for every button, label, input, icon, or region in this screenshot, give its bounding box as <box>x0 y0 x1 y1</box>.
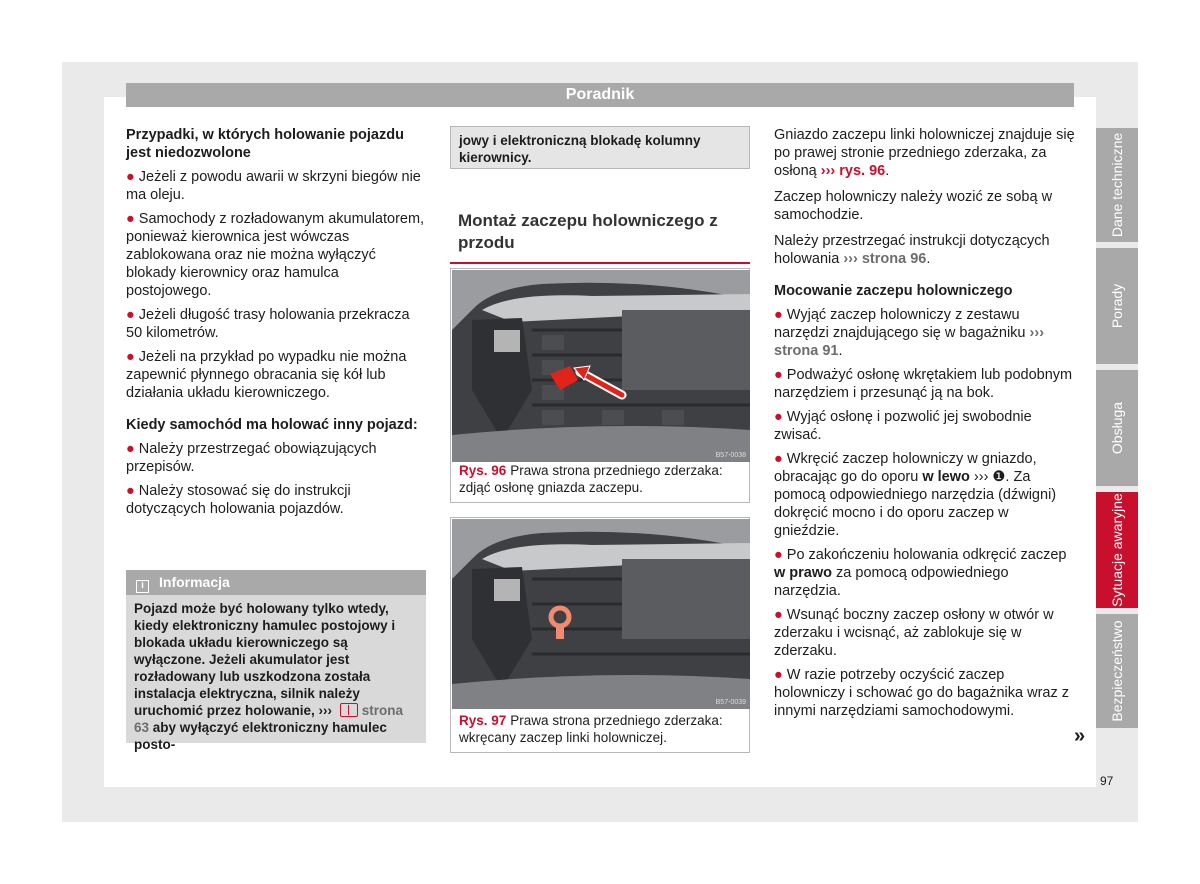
figure-97 <box>450 517 750 753</box>
paragraph: Zaczep holowniczy należy wozić ze sobą w samochodzie. <box>774 189 1053 223</box>
tab-bezpieczenstwo[interactable]: Bezpieczeństwo <box>1096 614 1138 728</box>
info-icon: i <box>136 580 149 593</box>
list-item: ● Wyjąć zaczep holowniczy z zestawu narzędzi znajdującego się w bagażniku ››› strona 91. <box>774 307 1045 359</box>
paragraph: Należy przestrzegać instrukcji dotyczących holowania ››› strona 96. <box>774 233 1050 267</box>
tab-dane-techniczne[interactable]: Dane techniczne <box>1096 128 1138 242</box>
tab-sytuacje-awaryjne[interactable]: Sytuacje awaryjne <box>1096 492 1138 608</box>
info-box-header <box>126 570 426 595</box>
info-box-body: Pojazd może być holowany tylko wtedy, kiedy elektroniczny hamulec postojowy i blokada układu kierowniczego są wyłączone. Jeżeli akumulator jest rozładowany lub uszkodzona została instalacja elektryczna, silnik należy uruchomić przez holowanie, ››› strona 63 aby wyłączyć elektroniczny hamulec posto- <box>134 601 404 752</box>
figure-97-caption: Rys. 97 Prawa strona przedniego zderzaka: wkręcany zaczep linki holowniczej. <box>459 713 723 745</box>
tab-obsluga[interactable]: Obsługa <box>1096 370 1138 486</box>
link-strona-91[interactable]: ››› strona 91 <box>774 325 1045 359</box>
list-item: ● Wsunąć boczny zaczep osłony w otwór w zderzaku i wcisnąć, aż zablokuje się w zderzaku. <box>774 607 1054 659</box>
list-item: ● Jeżeli na przykład po wypadku nie można zapewnić płynnego obracania się kół lub działania układu kierowniczego. <box>126 349 407 401</box>
link-strona-96[interactable]: ››› strona 96 <box>843 251 927 267</box>
paragraph: Gniazdo zaczepu linki holowniczej znajduje się po prawej stronie przedniego zderzaka, za osłoną ››› rys. 96. <box>774 127 1075 179</box>
link-rys-96[interactable]: ››› rys. 96 <box>820 163 886 179</box>
figure-96 <box>450 268 750 503</box>
list-item: ● Wkręcić zaczep holowniczy w gniazdo, obracając go do oporu w lewo ››› ❶. Za pomocą odpowiedniego narzędzia (dźwigni) dokręcić mocno i do oporu zaczep w gnieździe. <box>774 451 1057 539</box>
list-item: ● Jeżeli długość trasy holowania przekracza 50 kilometrów. <box>126 307 410 341</box>
list-item: ● Należy stosować się do instrukcji dotyczących holowania pojazdów. <box>126 483 351 517</box>
list-item: ● Po zakończeniu holowania odkręcić zaczep w prawo za pomocą odpowiedniego narzędzia. <box>774 547 1067 599</box>
figure-code: B57-0039 <box>715 699 746 706</box>
heading-towing-other: Kiedy samochód ma holować inny pojazd: <box>126 417 418 433</box>
list-item: ● Samochody z rozładowanym akumulatorem, ponieważ kierownica jest wówczas zablokowana oraz nie można wyłączyć blokady kierownicy oraz hamulca postojowego. <box>126 211 425 299</box>
manual-book-icon <box>340 703 358 717</box>
list-item: ● W razie potrzeby oczyścić zaczep holowniczy i schować go do bagażnika wraz z innymi narzędziami samochodowymi. <box>774 667 1069 719</box>
page-header: Poradnik <box>126 83 1074 107</box>
column-left <box>126 126 426 524</box>
column-right <box>774 126 1076 726</box>
page-number: 97 <box>1100 774 1114 788</box>
continue-arrow-icon: » <box>1074 725 1086 747</box>
section-title: Montaż zaczepu holowniczego z przodu <box>450 210 750 264</box>
heading-towing-prohibited: Przypadki, w których holowanie pojazdu jest niedozwolone <box>126 127 404 161</box>
list-item: ● Podważyć osłonę wkrętakiem lub podobnym narzędziem i przesunąć ją na bok. <box>774 367 1073 401</box>
info-box-title: Informacja <box>159 574 230 590</box>
link-strona-63[interactable]: strona 63 <box>134 703 404 735</box>
list-item: ● Wyjąć osłonę i pozwolić jej swobodnie zwisać. <box>774 409 1032 443</box>
figure-96-caption: Rys. 96 Prawa strona przedniego zderzaka: zdjąć osłonę gniazda zaczepu. <box>459 463 723 495</box>
list-item: ● Jeżeli z powodu awarii w skrzyni biegów nie ma oleju. <box>126 169 421 203</box>
figure-97-image <box>452 519 750 709</box>
heading-mounting: Mocowanie zaczepu holowniczego <box>774 283 1013 299</box>
tab-porady[interactable]: Porady <box>1096 248 1138 364</box>
warning-continuation-box: jowy i elektroniczną blokadę kolumny kierownicy. <box>450 126 750 169</box>
figure-code: B57-0038 <box>715 452 746 459</box>
list-item: ● Należy przestrzegać obowiązujących przepisów. <box>126 441 377 475</box>
info-box <box>126 570 426 752</box>
figure-96-image <box>452 270 750 462</box>
